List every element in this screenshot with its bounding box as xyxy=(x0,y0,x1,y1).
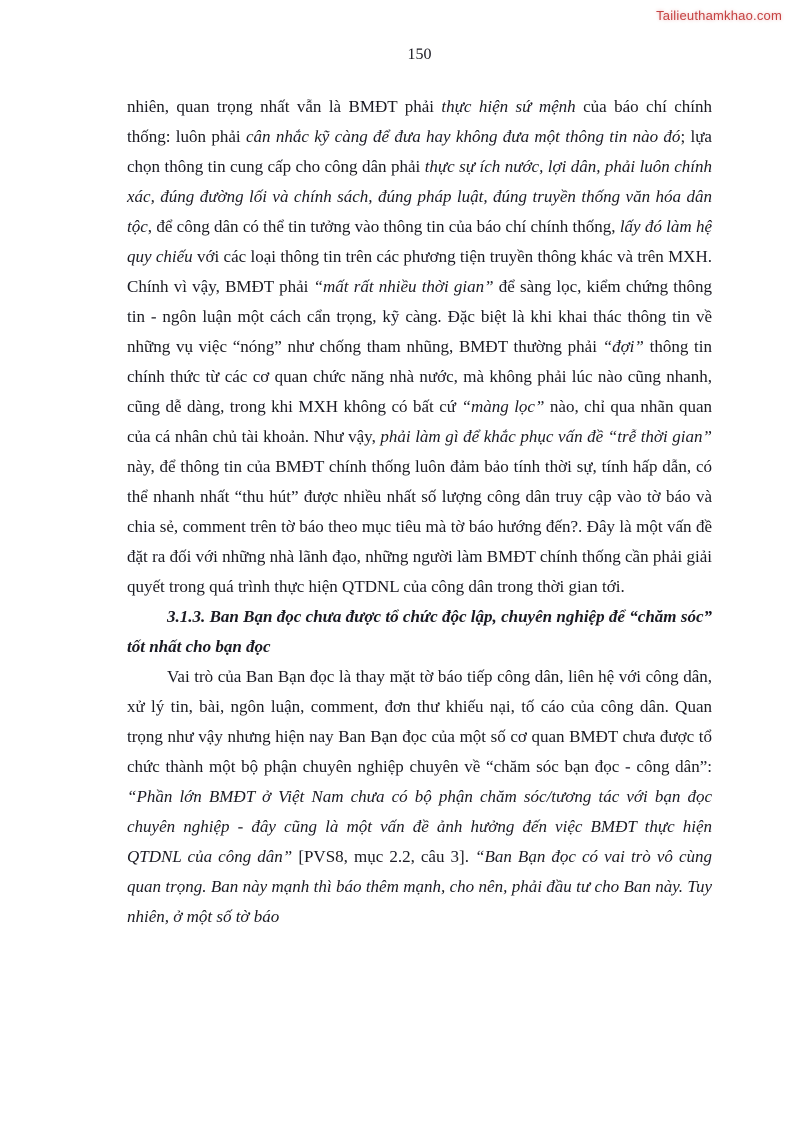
emphasized-text-run: lấy đó làm hệ quy chiếu xyxy=(127,217,712,266)
emphasized-text-run: 3.1.3. Ban Bạn đọc chưa được tổ chức độc lập, chuyên nghiệp để “chăm sóc” tốt nhất cho bạn đọc xyxy=(127,607,712,656)
body-paragraph xyxy=(127,92,712,602)
body-paragraph xyxy=(127,662,712,932)
emphasized-text-run: “màng lọc” xyxy=(461,397,545,416)
emphasized-text-run: “Ban Bạn đọc có vai trò vô cùng quan trọng. Ban này mạnh thì báo thêm mạnh, cho nên, phải đầu tư cho Ban này. Tuy nhiên, ở một số tờ báo xyxy=(127,847,713,926)
text-run: , để công dân có thể tin tưởng vào thông tin của báo chí chính thống, xyxy=(147,217,620,236)
text-run: nhiên, quan trọng nhất vẫn là BMĐT phải xyxy=(127,97,442,116)
emphasized-text-run: “mất rất nhiều thời gian” xyxy=(313,277,494,296)
emphasized-text-run: cân nhắc kỹ càng để đưa hay không đưa một thông tin nào đó xyxy=(245,127,681,146)
text-run: với các loại thông tin trên các phương tiện truyền thông khác và trên MXH. Chính vì vậy, BMĐT phải xyxy=(127,247,712,296)
section-heading xyxy=(127,602,712,662)
emphasized-text-run: thực hiện sứ mệnh xyxy=(441,97,576,116)
text-run: thông tin chính thức từ các cơ quan chức năng nhà nước, mà không phải lúc nào cũng nhanh, cũng dễ dàng, trong khi MXH không có bất cứ xyxy=(127,337,713,416)
emphasized-text-run: thực sự ích nước, lợi dân, phải luôn chính xác, đúng đường lối và chính sách, đúng pháp luật, đúng truyền thống văn hóa dân tộc xyxy=(127,157,712,236)
text-run: Vai trò của Ban Bạn đọc là thay mặt tờ báo tiếp công dân, liên hệ với công dân, xử lý tin, bài, ngôn luận, comment, đơn thư khiếu nại, tố cáo của công dân. Quan trọng như vậy nhưng hiện nay Ban Bạn đọc của một số cơ quan BMĐT chưa được tổ chức thành một bộ phận chuyên nghiệp chuyên về “chăm sóc bạn đọc - công dân”: xyxy=(127,667,712,776)
emphasized-text-run: phải làm gì để khắc phục vấn đề “trễ thời gian” xyxy=(380,427,712,446)
watermark: Tailieuthamkhao.com xyxy=(656,8,782,23)
document-body xyxy=(127,92,712,932)
text-run: này, để thông tin của BMĐT chính thống luôn đảm bảo tính thời sự, tính hấp dẫn, có thể nhanh nhất “thu hút” được nhiều nhất số lượng công dân truy cập vào tờ báo và chia sẻ, comment trên tờ báo theo mục tiêu mà tờ báo hướng đến?. Đây là một vấn đề đặt ra đối với những nhà lãnh đạo, những người làm BMĐT chính thống cần phải giải quyết trong quá trình thực hiện QTDNL của công dân trong thời gian tới. xyxy=(127,457,712,596)
emphasized-text-run: “đợi” xyxy=(602,337,644,356)
text-run: ; lựa chọn thông tin cung cấp cho công dân phải xyxy=(127,127,712,176)
page-number: 150 xyxy=(407,46,432,63)
text-run: của báo chí chính thống: luôn phải xyxy=(127,97,712,146)
text-run: [PVS8, mục 2.2, câu 3]. xyxy=(292,847,476,866)
text-run: nào, chỉ qua nhãn quan của cá nhân chủ tài khoản. Như vậy, xyxy=(127,397,712,446)
emphasized-text-run: “Phần lớn BMĐT ở Việt Nam chưa có bộ phận chăm sóc/tương tác với bạn đọc chuyên nghiệp - đây cũng là một vấn đề ảnh hưởng đến việc BMĐT thực hiện QTDNL của công dân” xyxy=(127,787,712,866)
text-run: để sàng lọc, kiểm chứng thông tin - ngôn luận một cách cẩn trọng, kỹ càng. Đặc biệt là khi khai thác thông tin về những vụ việc “nóng” như chống tham nhũng, BMĐT thường phải xyxy=(127,277,712,356)
